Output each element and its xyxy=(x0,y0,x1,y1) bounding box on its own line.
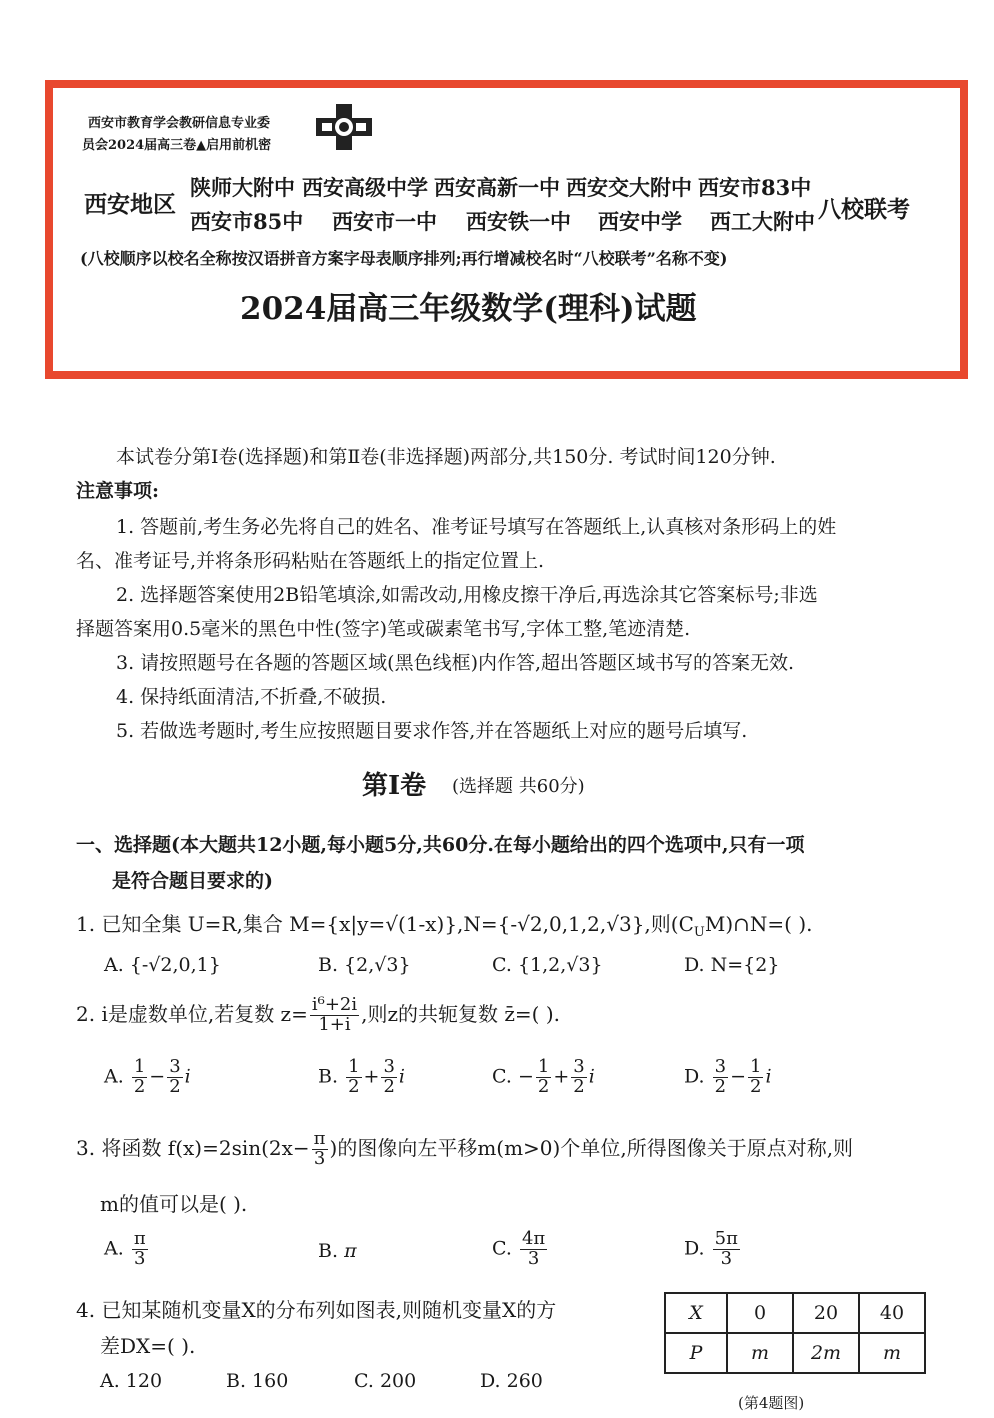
q1-option-a: A. {-√2,0,1} xyxy=(104,954,221,976)
table-caption: (第4题图) xyxy=(738,1394,805,1412)
committee-logo-icon xyxy=(316,104,372,150)
note-1-line-1: 1. 答题前,考生务必先将自己的姓名、准考证号填写在答题纸上,认真核对条形码上的姓 xyxy=(116,516,837,538)
question-2-stem: 2. i是虚数单位,若复数 z= $\frac{\text{i⁶+2i}}{1+i}$ ,则z的共轭复数 z̄=( ). xyxy=(76,994,560,1035)
committee-line-1: 西安市教育学会教研信息专业委 xyxy=(88,116,271,131)
table-cell: 2m xyxy=(793,1333,859,1373)
table-cell: 0 xyxy=(727,1293,793,1333)
table-cell: m xyxy=(859,1333,925,1373)
joint-exam-label: 八校联考 xyxy=(818,196,910,223)
table-cell: 40 xyxy=(859,1293,925,1333)
question-3-stem-line-2: m的值可以是( ). xyxy=(100,1192,248,1216)
table-cell: P xyxy=(665,1333,727,1373)
distribution-table xyxy=(664,1292,926,1374)
note-5: 5. 若做选考题时,考生应按照题目要求作答,并在答题纸上对应的题号后填写. xyxy=(116,720,748,742)
q4-option-c: C. 200 xyxy=(354,1370,417,1392)
section-heading-line-1: 一、选择题(本大题共12小题,每小题5分,共60分.在每小题给出的四个选项中,只有一项 xyxy=(76,834,805,856)
school-2: 西安高级中学 xyxy=(302,175,428,200)
note-1-line-2: 名、准考证号,并将条形码粘贴在答题纸上的指定位置上. xyxy=(76,550,545,572)
question-1-stem: 1. 已知全集 U=R,集合 M={x|y=√(1-x)},N={-√2,0,1,2,√3},则$(C_UM)\cap N=$( ). xyxy=(76,912,813,940)
school-8: 西安铁一中 xyxy=(466,209,571,234)
q2-option-a: A. $\frac{1}{2}$ − $\frac{3}{2}$ i xyxy=(104,1056,191,1097)
q3-option-a: A. $\frac{\pi}{3}$ xyxy=(104,1228,146,1269)
note-2-line-2: 择题答案用0.5毫米的黑色中性(签字)笔或碳素笔书写,字体工整,笔迹清楚. xyxy=(76,618,691,640)
q2-option-d: D. $\frac{3}{2}$ − $\frac{1}{2}$ i xyxy=(684,1056,772,1097)
note-2-line-1: 2. 选择题答案使用2B铅笔填涂,如需改动,用橡皮擦干净后,再选涂其它答案标号;非选 xyxy=(116,584,818,606)
school-order-note: (八校顺序以校名全称按汉语拼音方案字母表顺序排列;再行增减校名时“八校联考”名称不变) xyxy=(80,249,728,268)
q4-option-b: B. 160 xyxy=(226,1370,289,1392)
q3-option-d: D. $\frac{5\pi}{3}$ xyxy=(684,1228,738,1269)
table-row xyxy=(665,1293,925,1333)
table-row xyxy=(665,1333,925,1373)
q3-option-b: B. π xyxy=(318,1240,357,1262)
exam-title: 2024届高三年级数学(理科)试题 xyxy=(240,291,697,327)
question-3-stem: 3. 将函数 f(x)=2sin(2x− $\frac{\pi}{3}$ )的图像向左平移m(m>0)个单位,所得图像关于原点对称,则 xyxy=(76,1128,854,1169)
section-heading-line-2: 是符合题目要求的) xyxy=(112,870,273,892)
q1-option-b: B. {2,√3} xyxy=(318,954,411,976)
volume-subtitle: (选择题 共60分) xyxy=(452,776,585,797)
q1-option-d: D. N={2} xyxy=(684,954,780,976)
question-4-stem-line-1: 4. 已知某随机变量X的分布列如图表,则随机变量X的方 xyxy=(76,1298,557,1322)
school-1: 陕师大附中 xyxy=(190,175,295,200)
q4-option-d: D. 260 xyxy=(480,1370,543,1392)
school-9: 西安中学 xyxy=(598,209,682,234)
note-4: 4. 保持纸面清洁,不折叠,不破损. xyxy=(116,686,387,708)
school-6: 西安市85中 xyxy=(190,209,304,234)
region-label: 西安地区 xyxy=(84,191,176,218)
volume-title: 第Ⅰ卷 xyxy=(362,771,427,801)
q2-option-c: C. − $\frac{1}{2}$ + $\frac{3}{2}$ i xyxy=(492,1056,595,1097)
committee-line-2: 员会2024届高三卷▲启用前机密 xyxy=(82,138,272,153)
school-5: 西安市83中 xyxy=(698,175,812,200)
question-4-stem-line-2: 差DX=( ). xyxy=(100,1334,196,1358)
school-4: 西安交大附中 xyxy=(566,175,692,200)
q4-option-a: A. 120 xyxy=(100,1370,163,1392)
school-10: 西工大附中 xyxy=(710,209,815,234)
q1-option-c: C. {1,2,√3} xyxy=(492,954,603,976)
table-cell: X xyxy=(665,1293,727,1333)
notice-heading: 注意事项: xyxy=(76,480,160,502)
school-3: 西安高新一中 xyxy=(434,175,560,200)
table-cell: 20 xyxy=(793,1293,859,1333)
exam-intro: 本试卷分第Ⅰ卷(选择题)和第Ⅱ卷(非选择题)两部分,共150分. 考试时间120分钟. xyxy=(116,446,776,468)
q3-option-c: C. $\frac{4\pi}{3}$ xyxy=(492,1228,546,1269)
school-7: 西安市一中 xyxy=(332,209,437,234)
q2-option-b: B. $\frac{1}{2}$ + $\frac{3}{2}$ i xyxy=(318,1056,405,1097)
table-cell: m xyxy=(727,1333,793,1373)
note-3: 3. 请按照题号在各题的答题区域(黑色线框)内作答,超出答题区域书写的答案无效. xyxy=(116,652,795,674)
